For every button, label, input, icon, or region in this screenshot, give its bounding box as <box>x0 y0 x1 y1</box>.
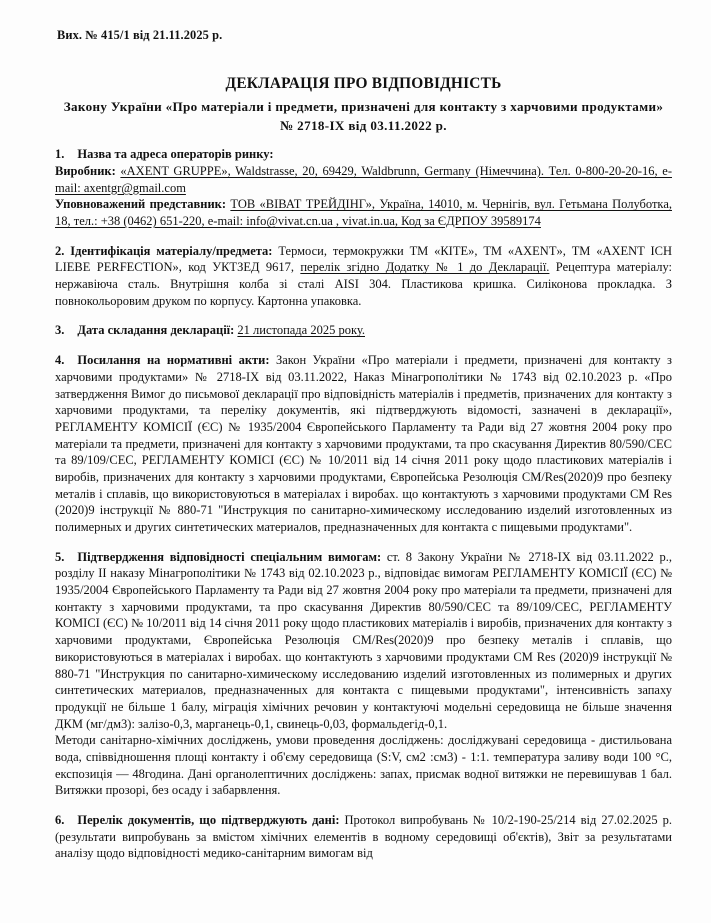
section-2-heading: Ідентифікація матеріалу/предмета: <box>70 243 273 258</box>
section-6-heading: Перелік документів, що підтверджують дані: <box>77 813 340 828</box>
section-5-body: ст. 8 Закону України № 2718-IX від 03.11.2022 р., розділу ІІ наказу Мінагрополітики № 1743 від 02.10.2023 р., відповідає вимогам РЕГЛАМЕНТУ КОМІСІЇ (ЄС) № 1935/2004 Європейського Парламенту та Ради від 27 жовтня 2004 року про матеріали та предмети, призначені для контакту з харчовими продуктами, та про скасування Директив 80/590/СЕС та 89/109/СЕС, РЕГЛАМЕНТУ КОМІСІ (ЄС) № 10/2011 від 14 січня 2011 року щодо пластикових матеріалів і виробів, призначених для контакту з харчовими продуктами, Європейська Резолюція CM/Res(2020)9 про безпеку металів і сплавів, що використовуються в матеріалах і виробах. що контактують з харчовими продуктами CM Res (2020)9 інструкції № 880-71 "Инструкция по санитарно-химическому исследованию изделий изготовленных из полимерных и других синтетических материалов, предназначенных для контакта с пищевыми продуктами", інтенсивність запаху продукції не більше 1 балу, міграція хімічних речовин у контактуючі модельні середовища не більше значення ДКМ (мг/дм3): залізо-0,3, марганець-0,1, свинець-0,03, формальдегід-0,1. <box>55 549 672 731</box>
page-title: ДЕКЛАРАЦІЯ ПРО ВІДПОВІДНІСТЬ <box>225 74 502 92</box>
manufacturer-value: «AXENT GRUPPE», Waldstrasse, 20, 69429, Waldbrunn, Germany (Німеччина). Тел. 0-800-20-20-16, e-mail: axentgr@gmail.com <box>55 163 672 195</box>
section-5-heading: Підтвердження відповідності спеціальним вимогам: <box>77 549 382 564</box>
representative-value: ТОВ «ВІВАТ ТРЕЙДІНГ», Україна, 14010, м. Чернігів, вул. Гетьмана Полуботка, 18, тел.: +38 (0462) 651-220, e-mail: info@vivat.cn.ua , vivat.in.ua, Код за ЄДРПОУ 39589174 <box>55 197 672 229</box>
manufacturer-label: Виробник: <box>55 163 116 178</box>
section-special-requirements <box>55 549 672 799</box>
section-declaration-date <box>55 322 672 339</box>
declaration-date-value: 21 листопада 2025 року. <box>237 323 365 338</box>
section-2-text-before: Термоси, термокружки ТМ «КІТЕ», ТМ «AXENT», ТМ «AXENT ICH LIEBE PERFECTION», код УКТЗЕД 9617, <box>55 243 673 275</box>
section-supporting-documents <box>55 812 672 862</box>
section-1-number: 1. <box>55 147 65 162</box>
section-3-number: 3. <box>55 323 65 338</box>
section-4-body: Закон України «Про матеріали і предмети, призначені для контакту з харчовими продуктами» № 2718-IX від 03.11.2022, Наказ Мінагрополітики № 1743 від 02.10.2023 р. «Про затвердження Вимог до письмової декларації про відповідність матеріалів і предметів, призначених для контакту з харчовими продуктами, та переліку документів, які підтверджують відомості, зазначені в декларації», РЕГЛАМЕНТУ КОМІСІЇ (ЄС) № 1935/2004 Європейського Парламенту та Ради від 27 жовтня 2004 року про матеріали та предмети, призначені для контакту з харчовими продуктами, та про скасування Директив 80/590/СЕС та 89/109/СЕС, РЕГЛАМЕНТУ КОМІСІ (ЄС) № 10/2011 від 14 січня 2011 року щодо пластикових матеріалів і виробів, призначених для контакту з харчовими продуктами, Європейська Резолюція CM/Res(2020)9 про безпеку металів і сплавів, що використовуються в матеріалах і виробах. що контактують з харчовими продуктами CM Res (2020)9 інструкції № 880-71 "Инструкция по санитарно-химическому исследованию изделий изготовленных из полимерных и других синтетических материалов, предназначенных для контакта с пищевыми продуктами". <box>55 353 672 535</box>
section-5-methods-paragraph: Методи санітарно-хімічних досліджень, умови проведення досліджень: досліджувані середовища - дистильована вода, співвідношення площі контакту і об'єму середовища (S:V, см2 :см3) - 1:1. температура заливу води 100 °С, експозиція — 48година. Дані органолептичних досліджень: запах, присмак водної витяжки не перевишував 1 бал. Витяжки прозорі, без осаду і забарвлення. <box>55 733 672 798</box>
section-4-number: 4. <box>55 353 65 368</box>
section-normative-acts <box>55 352 672 536</box>
title-block <box>55 74 672 135</box>
section-1-heading: Назва та адреса операторів ринку: <box>77 147 274 162</box>
section-2-number: 2. <box>55 243 65 258</box>
representative-label: Уповноважений представник: <box>55 197 227 212</box>
section-4-heading: Посилання на нормативні акти: <box>77 353 270 368</box>
page-subtitle: Закону України «Про матеріали і предмети, призначені для контакту з харчовими продуктами» № 2718-IX від 03.11.2022 р. <box>63 99 664 133</box>
representative-line <box>55 196 672 229</box>
document-reference-number: Вих. № 415/1 від 21.11.2025 р. <box>57 28 223 42</box>
section-2-text-after: Рецептура матеріалу: нержавіюча сталь. Внутрішня колба зі сталі AISI 304. Пластикова кришка. Силіконова прокладка. З повнокольоровим друком по корпусу. Картонна упаковка. <box>55 260 672 308</box>
section-market-operators <box>55 146 672 229</box>
section-material-identification <box>55 243 672 310</box>
section-6-body: Протокол випробувань № 10/2-190-25/214 від 27.02.2025 р. (результати випробувань за вмістом хімічних елементів в водному середовищі об'єктів), Звіт за результатами аналізу щодо відповідності медико-санітарним вимогам від <box>55 813 673 861</box>
section-2-annex-reference: перелік згідно Додатку № 1 до Декларації. <box>300 260 550 275</box>
section-3-heading: Дата складання декларації: <box>77 323 235 338</box>
section-5-main-paragraph <box>55 549 672 733</box>
section-5-number: 5. <box>55 549 65 564</box>
section-6-number: 6. <box>55 813 65 828</box>
section-1-heading-line <box>55 146 672 163</box>
manufacturer-line <box>55 163 672 196</box>
